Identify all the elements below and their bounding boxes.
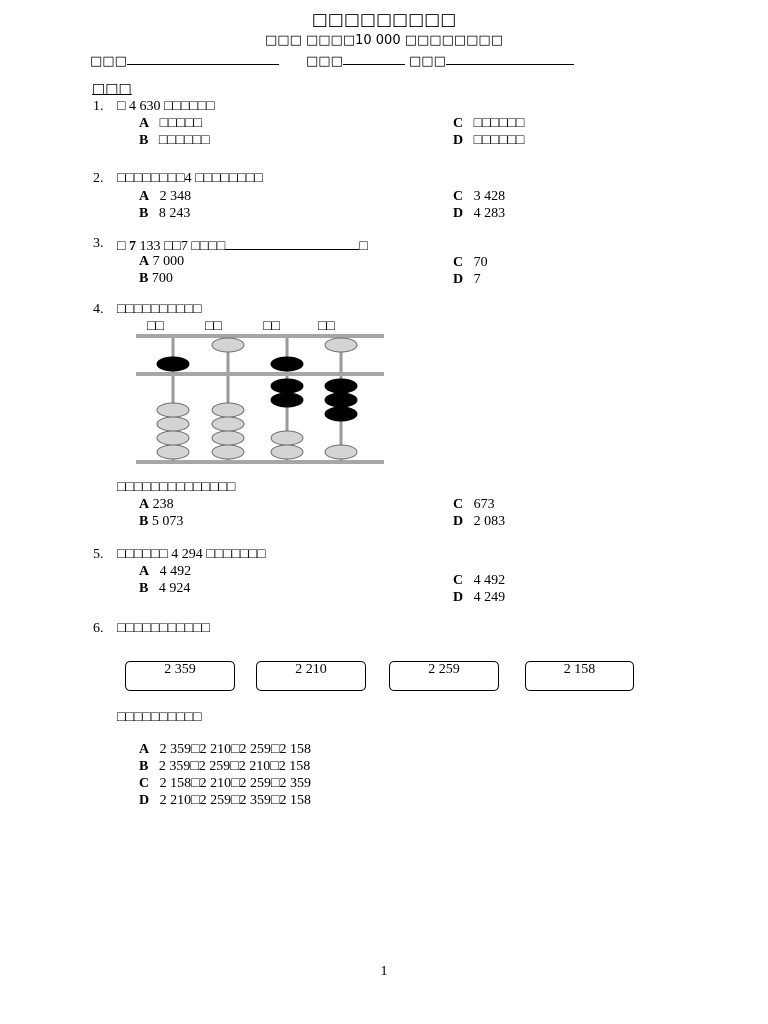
- option-text: 4 924: [158, 581, 191, 596]
- option-letter: C: [453, 189, 464, 204]
- abacus-bead-active: [325, 407, 357, 421]
- abacus-label-tens: □□: [263, 319, 280, 334]
- option-letter: A: [139, 116, 150, 131]
- option-letter: D: [139, 793, 150, 808]
- question-6-text: □□□□□□□□□□□: [117, 621, 211, 636]
- option-letter: D: [453, 206, 464, 221]
- abacus-bead-resting: [212, 431, 244, 445]
- number-card-4: 2 158: [525, 661, 634, 691]
- option-text: 2 359□2 210□2 259□2 158: [159, 742, 311, 757]
- abacus-rods: [173, 336, 341, 462]
- question-1-option-a[interactable]: [139, 116, 202, 132]
- option-letter: B: [139, 514, 149, 529]
- option-letter: B: [139, 759, 149, 774]
- option-letter: A: [139, 189, 150, 204]
- name-blank[interactable]: [127, 51, 279, 65]
- abacus-bead-resting: [271, 431, 303, 445]
- question-3-option-d[interactable]: [453, 272, 481, 288]
- class-field[interactable]: [306, 51, 405, 69]
- page-number: 1: [380, 964, 388, 979]
- class-blank[interactable]: [343, 51, 405, 65]
- question-4-option-b[interactable]: [139, 514, 183, 530]
- abacus-label-thousands: □□: [147, 319, 164, 334]
- option-text: 3 428: [473, 189, 506, 204]
- option-text: 7: [473, 272, 481, 287]
- option-letter: C: [453, 255, 464, 270]
- option-text: 8 243: [158, 206, 191, 221]
- abacus-bead-resting: [212, 403, 244, 417]
- option-letter: B: [139, 133, 149, 148]
- question-4-followup: □□□□□□□□□□□□□□: [117, 480, 236, 495]
- question-5-option-b[interactable]: [139, 581, 190, 597]
- question-2-option-b[interactable]: [139, 206, 190, 222]
- q3-suffix: 133 □□7 □□□□: [135, 239, 226, 254]
- question-6-option-c[interactable]: [139, 776, 311, 792]
- question-3-option-c[interactable]: [453, 255, 488, 271]
- question-4-option-a[interactable]: [139, 497, 174, 513]
- class-label: □□□: [306, 54, 343, 69]
- option-text: 4 249: [473, 590, 506, 605]
- question-6-followup: □□□□□□□□□□: [117, 710, 202, 725]
- abacus-bead-active: [271, 357, 303, 371]
- option-text: 7 000: [152, 254, 185, 269]
- question-1-number: 1.: [93, 99, 104, 114]
- question-6-option-d[interactable]: [139, 793, 311, 809]
- option-letter: B: [139, 271, 149, 286]
- question-6-number: 6.: [93, 621, 104, 636]
- date-blank[interactable]: [446, 51, 574, 65]
- question-1-option-c[interactable]: [453, 116, 524, 132]
- abacus-bead-resting: [157, 431, 189, 445]
- option-letter: D: [453, 272, 464, 287]
- number-card-3: 2 259: [389, 661, 499, 691]
- option-letter: A: [139, 742, 150, 757]
- option-text: 673: [473, 497, 495, 512]
- question-1-text: □ 4 630 □□□□□□: [117, 99, 215, 114]
- option-letter: A: [139, 497, 150, 512]
- question-5-number: 5.: [93, 547, 104, 562]
- question-6-option-a[interactable]: [139, 742, 311, 758]
- question-4-option-d[interactable]: [453, 514, 505, 530]
- option-text: 2 348: [159, 189, 192, 204]
- abacus-bead-active: [157, 357, 189, 371]
- number-card-1: 2 359: [125, 661, 235, 691]
- option-letter: C: [139, 776, 150, 791]
- abacus-label-hundreds: □□: [205, 319, 222, 334]
- option-text: □□□□□□: [473, 133, 525, 148]
- abacus-bead-resting: [157, 445, 189, 459]
- option-letter: D: [453, 590, 464, 605]
- abacus-bead-active: [325, 379, 357, 393]
- question-3-text: [117, 236, 368, 255]
- option-letter: D: [453, 514, 464, 529]
- abacus-bead-resting: [212, 417, 244, 431]
- abacus-label-ones: □□: [318, 319, 335, 334]
- answer-blank[interactable]: [225, 236, 359, 250]
- abacus-diagram: [130, 330, 392, 470]
- option-text: 4 492: [159, 564, 192, 579]
- question-2-option-c[interactable]: [453, 189, 505, 205]
- option-text: 2 210□2 259□2 359□2 158: [159, 793, 311, 808]
- question-4-number: 4.: [93, 302, 104, 317]
- number-card-2: 2 210: [256, 661, 366, 691]
- abacus-bead-resting: [271, 445, 303, 459]
- option-letter: C: [453, 573, 464, 588]
- page-subtitle: □□□ □□□□10 000 □□□□□□□□: [265, 33, 503, 48]
- question-2-number: 2.: [93, 171, 104, 186]
- question-3-number: 3.: [93, 236, 104, 251]
- option-text: 238: [152, 497, 174, 512]
- question-4-text: □□□□□□□□□□: [117, 302, 202, 317]
- question-4-option-c[interactable]: [453, 497, 495, 513]
- abacus-bead-active: [271, 379, 303, 393]
- option-letter: C: [453, 497, 464, 512]
- question-6-option-b[interactable]: [139, 759, 310, 775]
- abacus-bead-resting: [212, 445, 244, 459]
- abacus-beads: [157, 338, 357, 459]
- name-field[interactable]: [90, 51, 279, 69]
- option-text: 4 492: [473, 573, 506, 588]
- option-text: 70: [473, 255, 488, 270]
- option-letter: D: [453, 133, 464, 148]
- abacus-bead-resting: [157, 417, 189, 431]
- option-text: 700: [151, 271, 173, 286]
- option-text: 2 083: [473, 514, 506, 529]
- abacus-bead-active: [325, 393, 357, 407]
- question-2-text: □□□□□□□□4 □□□□□□□□: [117, 171, 263, 186]
- option-text: 2 359□2 259□2 210□2 158: [158, 759, 311, 774]
- date-field[interactable]: [409, 51, 574, 69]
- page-title: □□□□□□□□□: [311, 10, 457, 30]
- question-1-option-b[interactable]: [139, 133, 210, 149]
- q3-bold-digit: 7: [128, 239, 136, 254]
- question-5-option-a[interactable]: [139, 564, 191, 580]
- option-text: □□□□□□: [473, 116, 525, 131]
- section-label: □□□: [92, 81, 132, 97]
- abacus-bead-resting: [212, 338, 244, 352]
- question-2-option-a[interactable]: [139, 189, 191, 205]
- name-label: □□□: [90, 54, 127, 69]
- question-3-option-b[interactable]: [139, 271, 173, 287]
- q3-end: □: [359, 239, 368, 254]
- abacus-bead-active: [271, 393, 303, 407]
- question-5-option-d[interactable]: [453, 590, 505, 606]
- q3-prefix: □: [117, 239, 126, 254]
- abacus-bead-resting: [157, 403, 189, 417]
- option-letter: A: [139, 564, 150, 579]
- option-letter: A: [139, 254, 150, 269]
- question-3-option-a[interactable]: [139, 254, 184, 270]
- question-5-option-c[interactable]: [453, 573, 505, 589]
- option-letter: B: [139, 206, 149, 221]
- option-text: □□□□□: [159, 116, 202, 131]
- option-letter: B: [139, 581, 149, 596]
- option-text: 5 073: [151, 514, 184, 529]
- option-letter: C: [453, 116, 464, 131]
- abacus-bead-resting: [325, 338, 357, 352]
- question-1-option-d[interactable]: [453, 133, 524, 149]
- option-text: 4 283: [473, 206, 506, 221]
- abacus-bead-resting: [325, 445, 357, 459]
- question-2-option-d[interactable]: [453, 206, 505, 222]
- question-5-text: □□□□□□ 4 294 □□□□□□□: [117, 547, 266, 562]
- date-label: □□□: [409, 54, 446, 69]
- option-text: 2 158□2 210□2 259□2 359: [159, 776, 311, 791]
- option-text: □□□□□□: [158, 133, 210, 148]
